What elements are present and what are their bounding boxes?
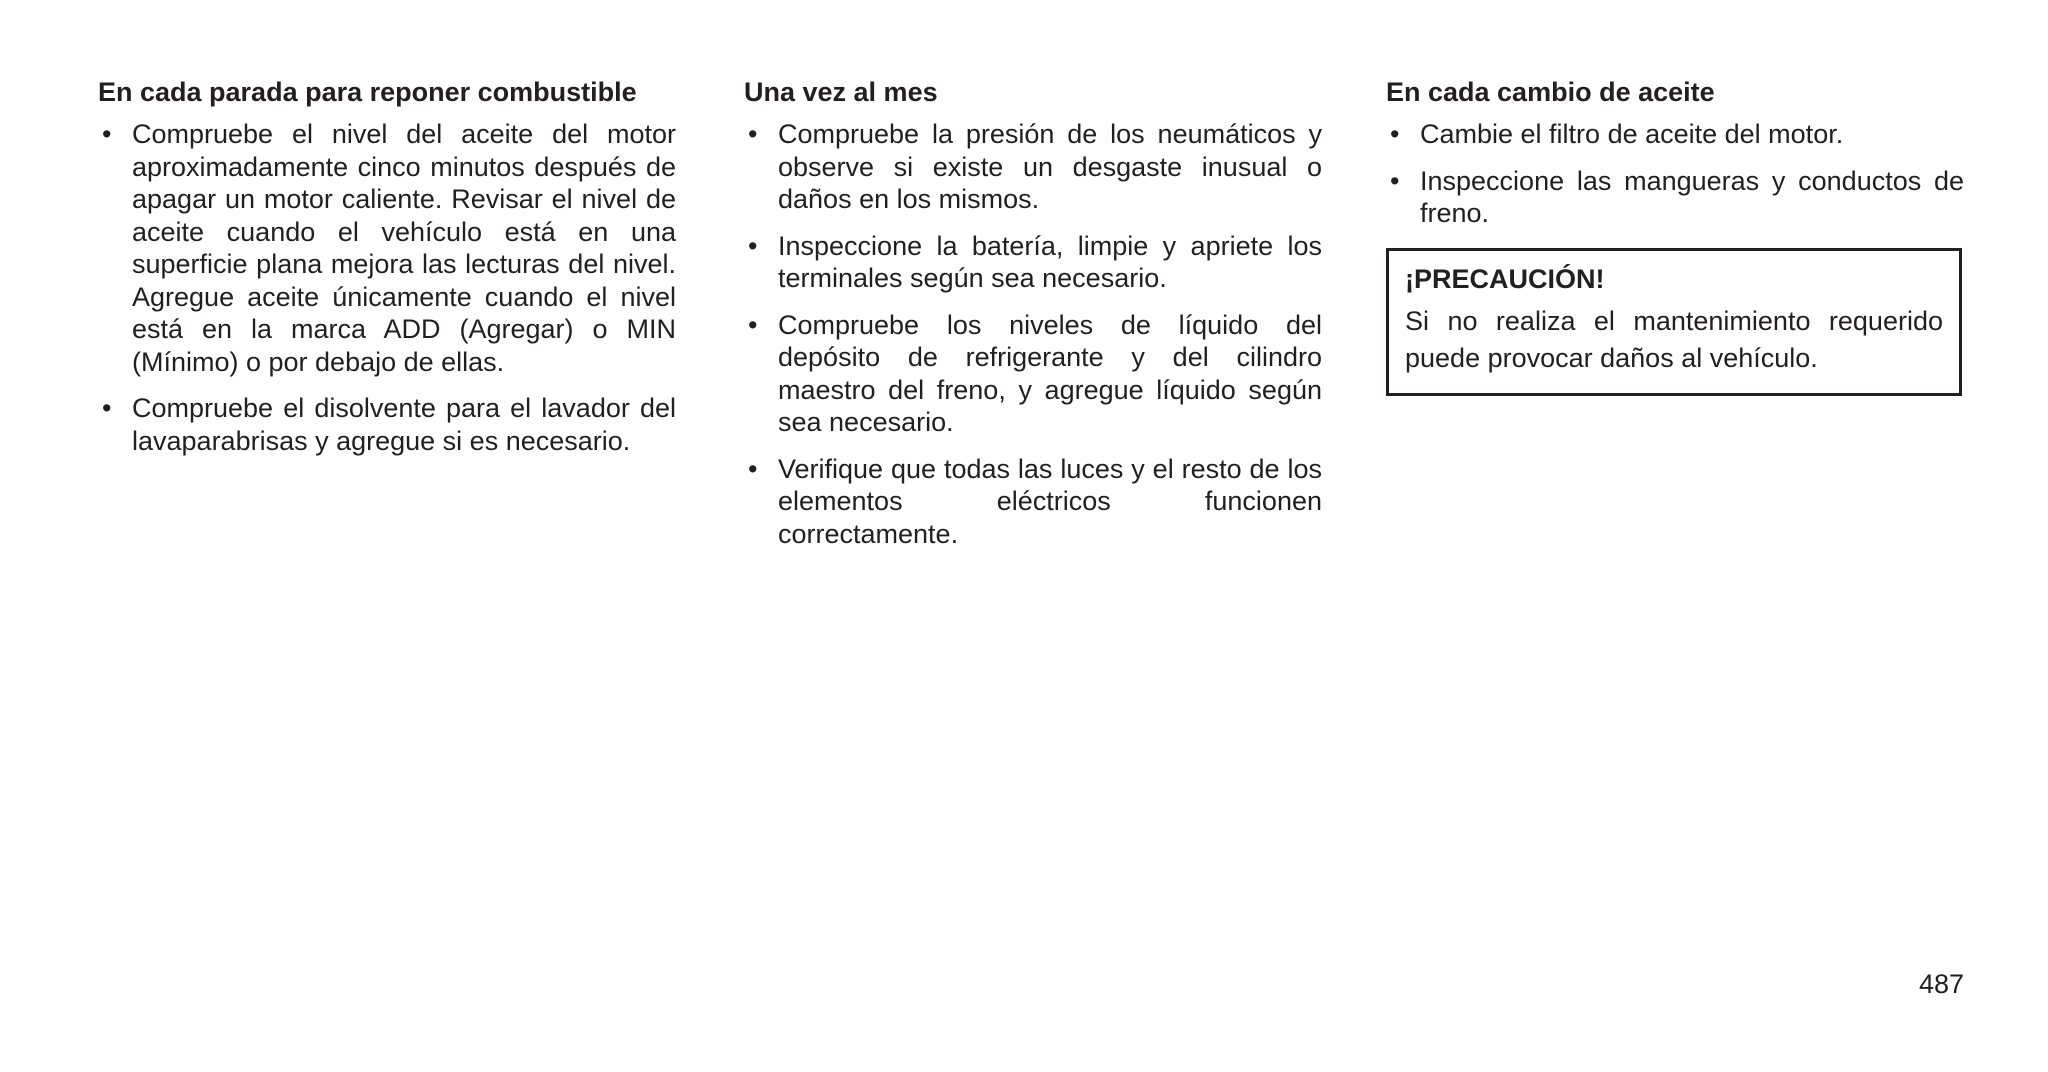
bullet-list: [98, 118, 676, 457]
list-item-text: Compruebe el disolvente para el lavador del lavaparabrisas y agregue si es necesario.: [132, 393, 676, 456]
column-monthly: [744, 72, 1322, 564]
list-item-text: Compruebe la presión de los neumáticos y observe si existe un desgaste inusual o daños en los mismos.: [778, 119, 1322, 214]
list-item: [1386, 165, 1964, 230]
list-item: [744, 309, 1322, 439]
section-heading: Una vez al mes: [744, 77, 938, 107]
bullet-icon: •: [102, 393, 112, 423]
list-item-text: Compruebe los niveles de líquido del depósito de refrigerante y del cilindro maestro del freno, y agregue líquido según sea necesario.: [778, 309, 1322, 437]
bullet-icon: •: [1390, 119, 1400, 149]
section-heading: En cada cambio de aceite: [1386, 77, 1715, 107]
caution-text: Si no realiza el mantenimiento requerido puede provocar daños al vehículo.: [1405, 305, 1943, 373]
list-item: [744, 453, 1322, 551]
list-item: [744, 230, 1322, 295]
list-item: [98, 118, 676, 378]
bullet-list: [744, 118, 1322, 550]
list-item-text: Verifique que todas las luces y el resto de los elementos eléctricos funcionen correctamente.: [778, 453, 1322, 549]
list-item-text: Inspeccione las mangueras y conductos de freno.: [1420, 165, 1964, 228]
bullet-icon: •: [748, 119, 758, 149]
list-item-text: Inspeccione la batería, limpie y apriete los terminales según sea necesario.: [778, 230, 1322, 293]
column-fuel-stop: [98, 72, 676, 471]
bullet-icon: •: [1390, 165, 1400, 196]
column-oil-change: [1386, 72, 1964, 396]
caution-title: ¡PRECAUCIÓN!: [1405, 263, 1605, 294]
list-item-text: Compruebe el nivel del aceite del motor aproximadamente cinco minutos después de apagar un motor caliente. Revisar el nivel de aceite cuando el vehículo está en una superficie plana mejora las lecturas del nivel. Agregue aceite únicamente cuando el nivel está en la marca ADD (Agregar) o MIN (Mínimo) o por debajo de ellas.: [132, 119, 676, 377]
bullet-icon: •: [102, 119, 112, 149]
section-heading: En cada parada para reponer combustible: [98, 77, 637, 107]
list-item: [98, 392, 676, 457]
bullet-icon: •: [748, 453, 758, 484]
list-item: [744, 118, 1322, 216]
bullet-icon: •: [748, 230, 758, 261]
list-item: [1386, 118, 1964, 151]
bullet-icon: •: [748, 309, 758, 340]
list-item-text: Cambie el filtro de aceite del motor.: [1420, 119, 1844, 149]
bullet-list: [1386, 118, 1964, 230]
page-number: 487: [1918, 969, 1964, 999]
caution-box: [1386, 248, 1962, 396]
